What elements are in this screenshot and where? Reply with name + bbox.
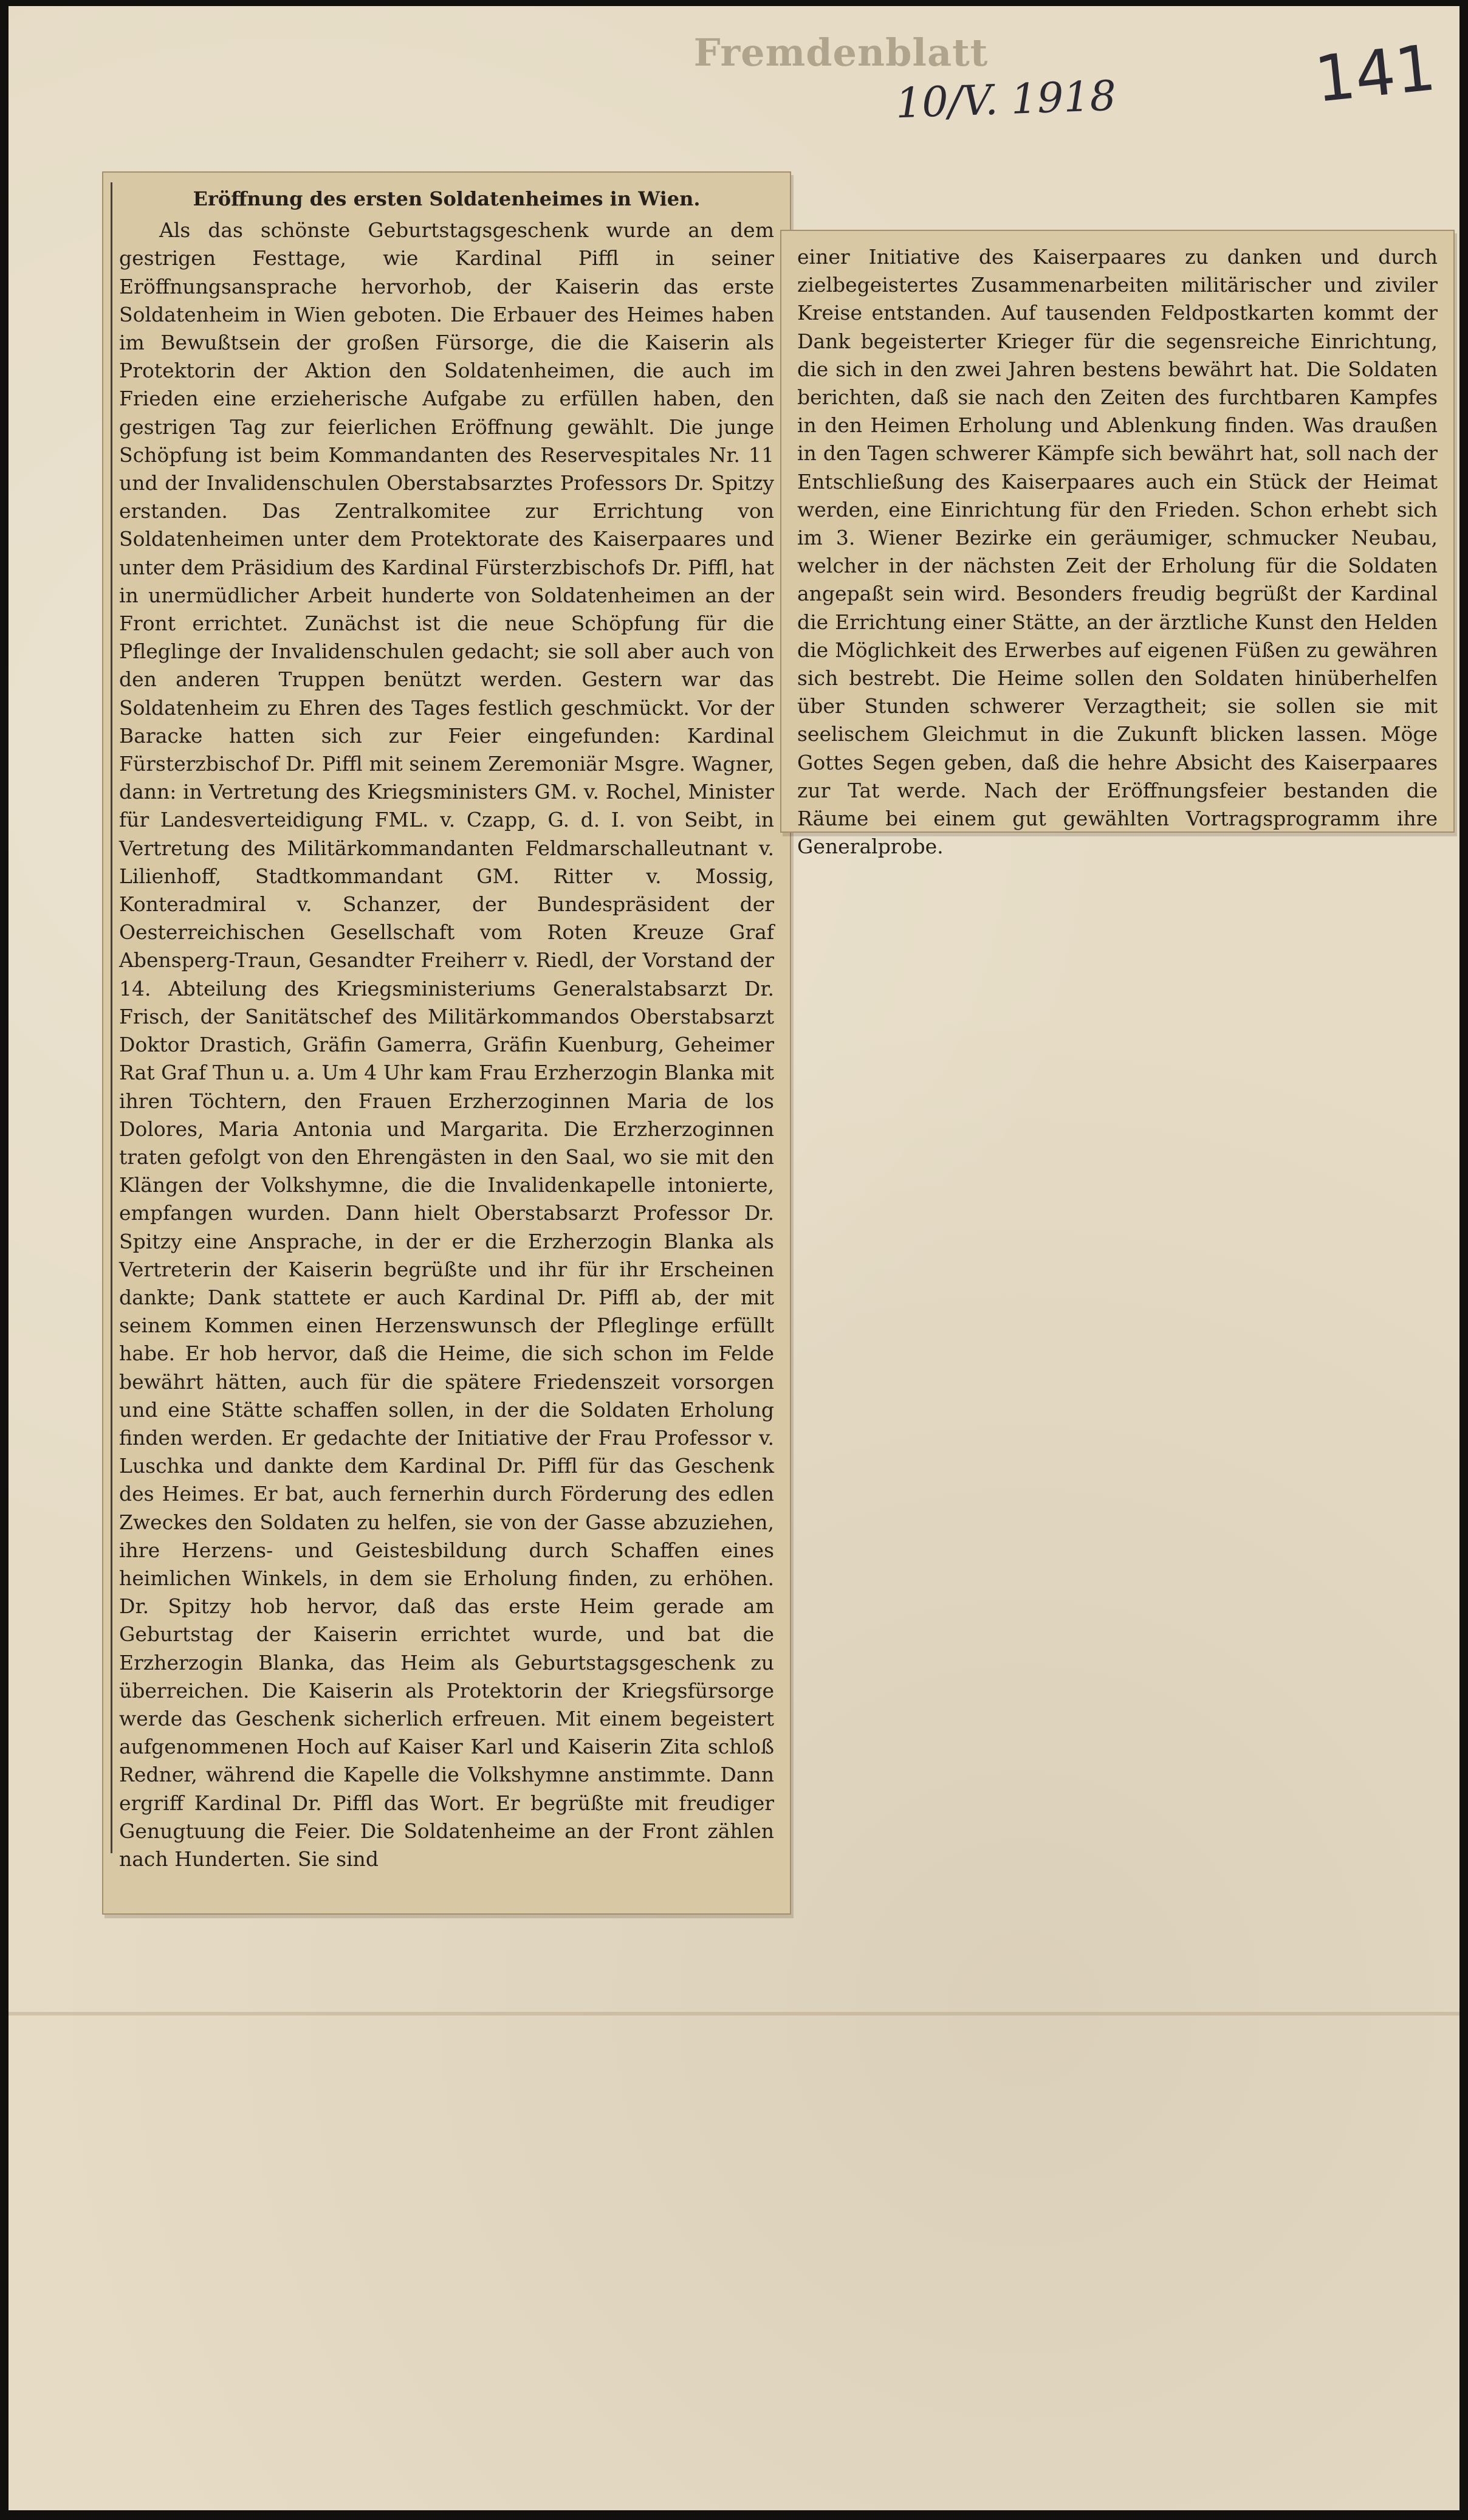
article-headline: Eröffnung des ersten Soldatenheimes in Wien. <box>193 187 701 210</box>
newspaper-title-stamp: Fremdenblatt <box>693 30 989 75</box>
sheet-fold-line <box>9 2012 1459 2016</box>
article-body-right: einer Initiative des Kaiserpaares zu danken und durch zielbegeistertes Zusammenarbeiten militärischer und ziviler Kreise entstanden. Auf tausenden Feldpostkarten kommt der Dank begeisterter Krieger für die segensreiche Einrichtung, die sich in den zwei Jahren bestens bewährt hat. Die Soldaten berichten, daß sie nach den Zeiten des furchtbaren Kampfes in den Heimen Erholung und Ablenkung finden. Was draußen in den Tagen schwerer Kämpfe sich bewährt hat, soll nach der Entschließung des Kaiserpaares auch ein Stück der Heimat werden, eine Einrichtung für den Frieden. Schon erhebt sich im 3. Wiener Bezirke ein geräumiger, schmucker Neubau, welcher in der nächsten Zeit der Erholung für die Soldaten angepaßt sein wird. Besonders freudig begrüßt der Kardinal die Errichtung einer Stätte, an der ärztliche Kunst den Helden die Möglichkeit des Erwerbes auf eigenen Füßen zu gewähren sich bestrebt. Die Heime sollen den Soldaten hinüberhelfen über Stunden schwerer Verzagtheit; sie sollen sie mit seelischem Gleichmut in die Zukunft blicken lassen. Möge Gottes Segen geben, daß die hehre Absicht des Kaiserpaares zur Tat werde. Nach der Eröffnungsfeier bestanden die Räume bei einem gut gewählten Vortragsprogramm ihre Generalprobe. <box>797 245 1438 859</box>
clipping-left-column <box>102 171 791 1915</box>
clipping-right-column <box>780 230 1455 859</box>
article-body-left: Als das schönste Geburtstagsgeschenk wurde an dem gestrigen Festtage, wie Kardinal Piffl in seiner Eröffnungsansprache hervorhob, der Kaiserin das erste Soldatenheim in Wien geboten. Die Erbauer des Heimes haben im Bewußtsein der großen Fürsorge, die die Kaiserin als Protektorin der Aktion den Soldatenheimen, die auch im Frieden eine erzieherische Aufgabe zu erfüllen haben, den gestrigen Tag zur feierlichen Eröffnung gewählt. Die junge Schöpfung ist beim Kommandanten des Reservespitales Nr. 11 und der Invalidenschulen Oberstabsarztes Professors Dr. Spitzy erstanden. Das Zentralkomitee zur Errichtung von Soldatenheimen unter dem Protektorate des Kaiserpaares und unter dem Präsidium des Kardinal Fürsterzbischofs Dr. Piffl, hat in unermüdlicher Arbeit hunderte von Soldatenheimen an der Front errichtet. Zunächst ist die neue Schöpfung für die Pfleglinge der Invalidenschulen gedacht; sie soll aber auch von den anderen Truppen benützt werden. Gestern war das Soldatenheim zu Ehren des Tages festlich geschmückt. Vor der Baracke hatten sich zur Feier eingefunden: Kardinal Fürsterzbischof Dr. Piffl mit seinem Zeremoniär Msgre. Wagner, dann: in Vertretung des Kriegsministers GM. v. Rochel, Minister für Landesverteidigung FML. v. Czapp, G. d. I. von Seibt, in Vertretung des Militärkommandanten Feldmarschalleutnant v. Lilienhoff, Stadtkommandant GM. Ritter v. Mossig, Konteradmiral v. Schanzer, der Bundespräsident der Oesterreichischen Gesellschaft vom Roten Kreuze Graf Abensperg-Traun, Gesandter Freiherr v. Riedl, der Vorstand der 14. Abteilung des Kriegsministeriums Generalstabsarzt Dr. Frisch, der Sanitätschef des Militärkommandos Oberstabsarzt Doktor Drastich, Gräfin Gamerra, Gräfin Kuenburg, Geheimer Rat Graf Thun u. a. Um 4 Uhr kam Frau Erzherzogin Blanka mit ihren Töchtern, den Frauen Erzherzoginnen Maria de los Dolores, Maria Antonia und Margarita. Die Erzherzoginnen traten gefolgt von den Ehrengästen in den Saal, wo sie mit den Klängen der Volkshymne, die die Invalidenkapelle intonierte, empfangen wurden. Dann hielt Oberstabsarzt Professor Dr. Spitzy eine Ansprache, in der er die Erzherzogin Blanka als Vertreterin der Kaiserin begrüßte und ihr für ihr Erscheinen dankte; Dank stattete er auch Kardinal Dr. Piffl ab, der mit seinem Kommen einen Herzenswunsch der Pfleglinge erfüllt habe. Er hob hervor, daß die Heime, die sich schon im Felde bewährt hätten, auch für die spätere Friedenszeit vorsorgen und eine Stätte schaffen sollen, in der die Soldaten Erholung finden werden. Er gedachte der Initiative der Frau Professor v. Luschka und dankte dem Kardinal Dr. Piffl für das Geschenk des Heimes. Er bat, auch fernerhin durch Förderung des edlen Zweckes den Soldaten zu helfen, sie von der Gasse abzuziehen, ihre Herzens- und Geistesbildung durch Schaffen eines heimlichen Winkels, in dem sie Erholung finden, zu erhöhen. Dr. Spitzy hob hervor, daß das erste Heim gerade am Geburtstag der Kaiserin errichtet wurde, und bat die Erzherzogin Blanka, das Heim als Geburtstagsgeschenk zu überreichen. Die Kaiserin als Protektorin der Kriegsfürsorge werde das Geschenk sicherlich erfreuen. Mit einem begeistert aufgenommenen Hoch auf Kaiser Karl und Kaiserin Zita schloß Redner, während die Kapelle die Volkshymne anstimmte. Dann ergriff Kardinal Dr. Piffl das Wort. Er begrüßte mit freudiger Genugtuung die Feier. Die Soldatenheime an der Front zählen nach Hunderten. Sie sind <box>119 218 774 1871</box>
handwritten-date: 10/V. 1918 <box>894 72 1117 128</box>
archive-number: 141 <box>1311 30 1439 117</box>
column-rule <box>111 182 112 1853</box>
